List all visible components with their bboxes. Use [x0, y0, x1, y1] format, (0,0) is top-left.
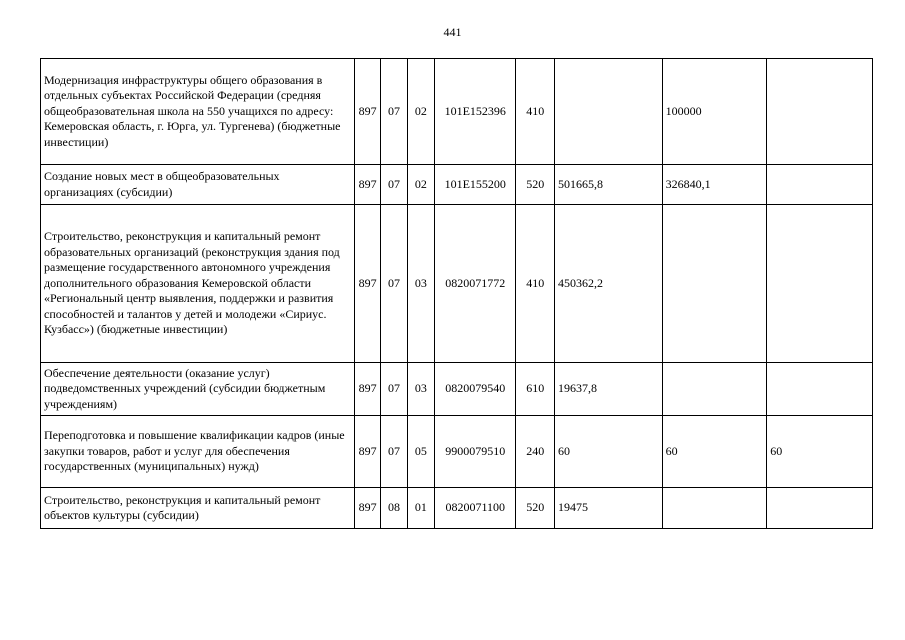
section-code-cell: 07	[381, 59, 407, 165]
target-article-cell: 0820071772	[435, 205, 516, 363]
target-article-cell: 0820071100	[435, 488, 516, 529]
expense-type-cell: 410	[516, 59, 555, 165]
row-name-cell: Строительство, реконструкция и капитальный ремонт объектов культуры (субсидии)	[41, 488, 355, 529]
expense-type-cell: 240	[516, 416, 555, 488]
subsection-code-cell: 03	[407, 363, 434, 416]
row-name-cell: Создание новых мест в общеобразовательных организациях (субсидии)	[41, 165, 355, 205]
expense-type-cell: 410	[516, 205, 555, 363]
amount-3-cell	[767, 165, 873, 205]
table-row	[41, 488, 873, 529]
table-row	[41, 416, 873, 488]
section-code-cell: 07	[381, 363, 407, 416]
budget-table-body	[41, 59, 873, 529]
amount-2-cell	[662, 205, 767, 363]
table-row	[41, 59, 873, 165]
subsection-code-cell: 01	[407, 488, 434, 529]
ministry-code-cell: 897	[354, 59, 380, 165]
subsection-code-cell: 03	[407, 205, 434, 363]
page-number: 441	[443, 25, 462, 39]
target-article-cell: 101E152396	[435, 59, 516, 165]
ministry-code-cell: 897	[354, 205, 380, 363]
row-name-cell: Обеспечение деятельности (оказание услуг) подведомственных учреждений (субсидии бюджетным учреждениям)	[41, 363, 355, 416]
amount-2-cell: 60	[662, 416, 767, 488]
subsection-code-cell: 05	[407, 416, 434, 488]
section-code-cell: 07	[381, 165, 407, 205]
row-name-cell: Модернизация инфраструктуры общего образования в отдельных субъектах Российской Федерации (средняя общеобразовательная школа на 550 учащихся по адресу: Кемеровская область, г. Юрга, ул. Тургенева) (бюджетные инвестиции)	[41, 59, 355, 165]
ministry-code-cell: 897	[354, 165, 380, 205]
amount-3-cell	[767, 488, 873, 529]
expense-type-cell: 520	[516, 165, 555, 205]
expense-type-cell: 520	[516, 488, 555, 529]
amount-3-cell	[767, 363, 873, 416]
amount-2-cell: 100000	[662, 59, 767, 165]
amount-1-cell: 19637,8	[554, 363, 662, 416]
amount-1-cell: 501665,8	[554, 165, 662, 205]
table-row	[41, 363, 873, 416]
section-code-cell: 07	[381, 416, 407, 488]
ministry-code-cell: 897	[354, 416, 380, 488]
table-row	[41, 165, 873, 205]
subsection-code-cell: 02	[407, 165, 434, 205]
target-article-cell: 0820079540	[435, 363, 516, 416]
amount-2-cell: 326840,1	[662, 165, 767, 205]
amount-2-cell	[662, 363, 767, 416]
amount-2-cell	[662, 488, 767, 529]
amount-1-cell: 60	[554, 416, 662, 488]
amount-1-cell	[554, 59, 662, 165]
row-name-cell: Строительство, реконструкция и капитальный ремонт образовательных организаций (реконструкция здания под размещение государственного автономного учреждения дополнительного образования Кемеровской области «Региональный центр выявления, поддержки и развития способностей и талантов у детей и молодежи «Сириус. Кузбасс») (бюджетные инвестиции)	[41, 205, 355, 363]
amount-1-cell: 450362,2	[554, 205, 662, 363]
section-code-cell: 08	[381, 488, 407, 529]
subsection-code-cell: 02	[407, 59, 434, 165]
target-article-cell: 9900079510	[435, 416, 516, 488]
amount-3-cell	[767, 59, 873, 165]
expense-type-cell: 610	[516, 363, 555, 416]
amount-1-cell: 19475	[554, 488, 662, 529]
row-name-cell: Переподготовка и повышение квалификации кадров (иные закупки товаров, работ и услуг для обеспечения государственных (муниципальных) нужд)	[41, 416, 355, 488]
budget-table	[40, 58, 873, 529]
section-code-cell: 07	[381, 205, 407, 363]
table-row	[41, 205, 873, 363]
ministry-code-cell: 897	[354, 363, 380, 416]
amount-3-cell	[767, 205, 873, 363]
target-article-cell: 101E155200	[435, 165, 516, 205]
ministry-code-cell: 897	[354, 488, 380, 529]
amount-3-cell: 60	[767, 416, 873, 488]
